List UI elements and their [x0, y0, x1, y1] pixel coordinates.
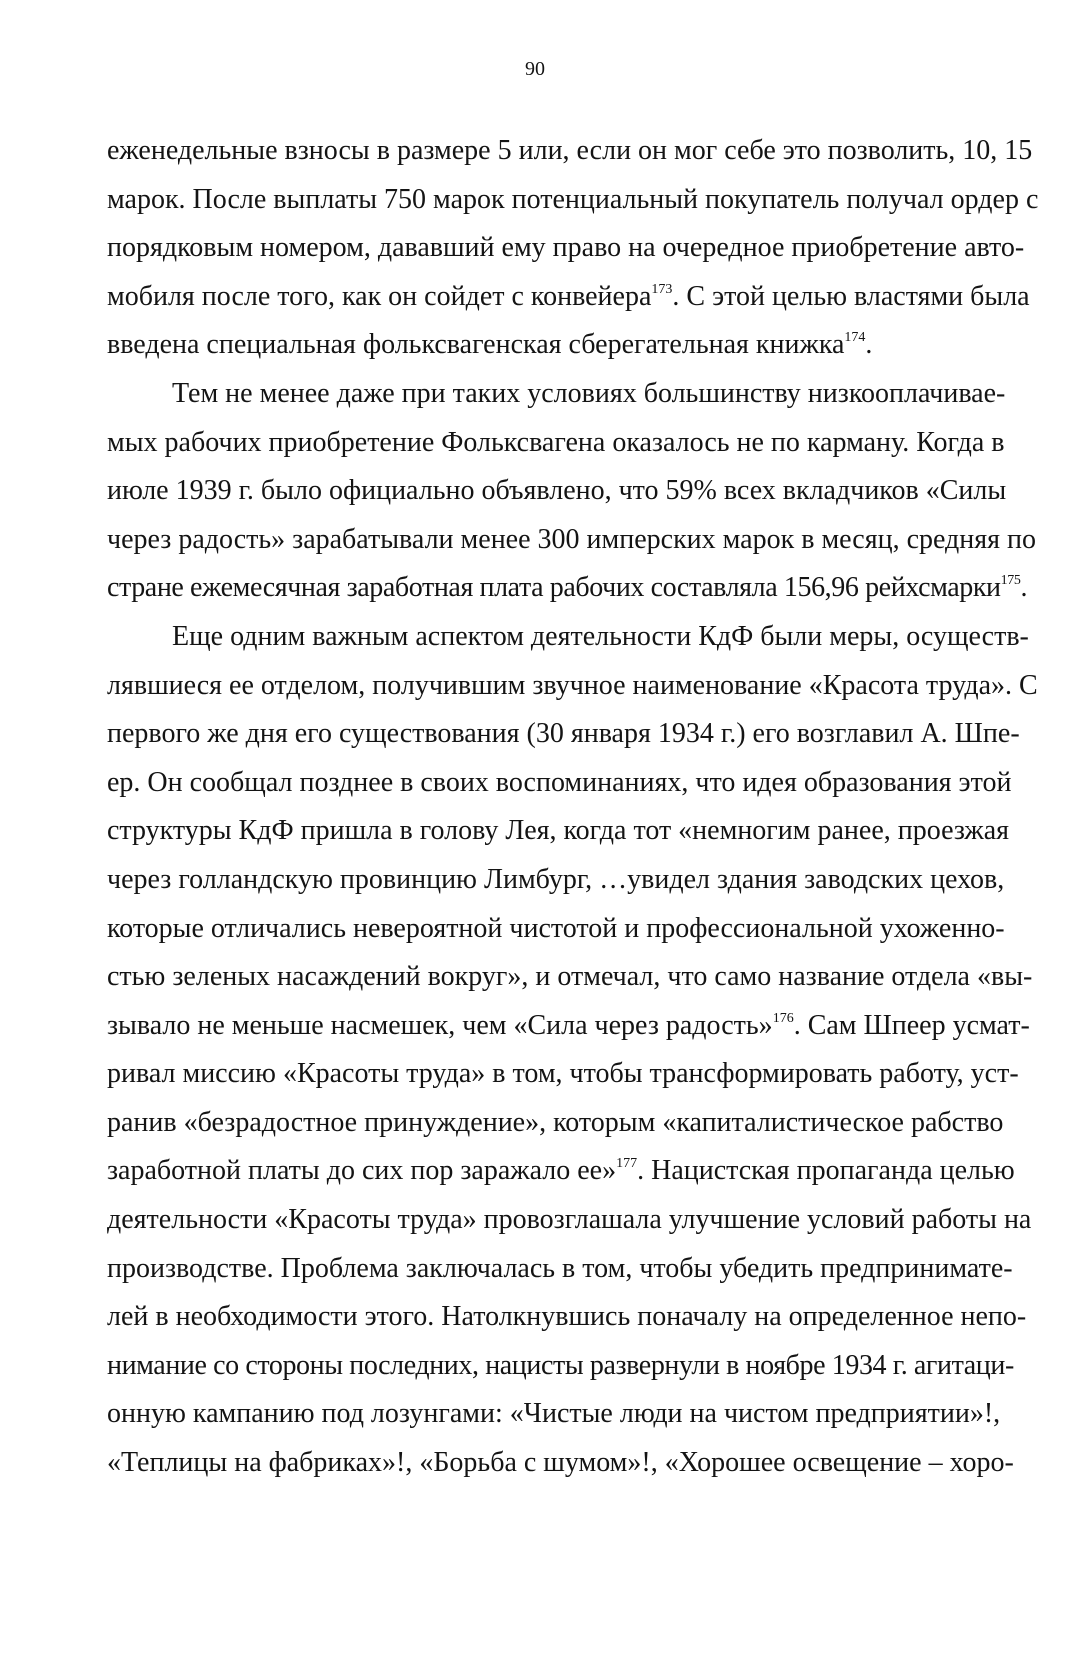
text-line: нимание со стороны последних, нацисты развернули в ноябре 1934 г. агитаци-: [107, 1349, 1014, 1381]
text-line: Тем не менее даже при таких условиях большинству низкооплачивае-: [172, 377, 1006, 409]
text-line: лявшиеся ее отделом, получившим звучное наименование «Красота труда». С: [107, 669, 1038, 701]
text-line: ранив «безрадостное принуждение», которым «капиталистическое рабство: [107, 1106, 1004, 1138]
text-line: через радость» зарабатывали менее 300 имперских марок в месяц, средняя по: [107, 523, 1037, 555]
text-line: зывало не меньше насмешек, чем «Сила через радость»$^{176}$. Сам Шпеер усмат-: [107, 1009, 1030, 1041]
footnote-ref-177: 177: [616, 1156, 638, 1172]
text-line: стране ежемесячная заработная плата рабочих составляла 156,96 рейхсмарки$^{175}$.: [107, 572, 1028, 604]
text-line: ривал миссию «Красоты труда» в том, чтобы трансформировать работу, уст-: [107, 1058, 1019, 1090]
text-line: первого же дня его существования (30 января 1934 г.) его возглавил А. Шпе-: [107, 718, 1020, 750]
text-line: еженедельные взносы в размере 5 или, если он мог себе это позволить, 10, 15: [107, 135, 1033, 166]
footnote-ref-176: 176: [772, 1010, 794, 1026]
text-line: июле 1939 г. было официально объявлено, что 59% всех вкладчиков «Силы: [107, 475, 1007, 507]
text-line: заработной платы до сих пор заражало ее»$^{177}$. Нацистская пропаганда целью: [107, 1155, 1015, 1187]
text-line: лей в необходимости этого. Натолкнувшись поначалу на определенное непо-: [107, 1301, 1027, 1333]
text-line: производстве. Проблема заключалась в том, чтобы убедить предпринимате-: [107, 1252, 1013, 1284]
text-line: которые отличались невероятной чистотой и профессиональной ухоженно-: [107, 912, 1005, 944]
text-line: стью зеленых насаждений вокруг», и отмечал, что само название отдела «вы-: [107, 961, 1033, 993]
footnote-ref-173: 173: [651, 281, 673, 297]
footnote-ref-175: 175: [1000, 573, 1021, 589]
text-line: онную кампанию под лозунгами: «Чистые люди на чистом предприятии»!,: [107, 1398, 1001, 1430]
text-line: ер. Он сообщал позднее в своих воспоминаниях, что идея образования этой: [107, 766, 1012, 798]
page-number: 90: [525, 58, 545, 80]
text-line: порядковым номером, дававший ему право на очередное приобретение авто-: [107, 232, 1025, 264]
text-line: введена специальная фольксвагенская сберегательная книжка$^{174}$.: [107, 329, 873, 361]
text-line: Еще одним важным аспектом деятельности КдФ были меры, осуществ-: [172, 620, 1029, 652]
text-line: мых рабочих приобретение Фольксвагена оказалось не по карману. Когда в: [107, 426, 1005, 458]
text-line: через голландскую провинцию Лимбург, …увидел здания заводских цехов,: [107, 863, 1005, 895]
text-line: деятельности «Красоты труда» провозглашала улучшение условий работы на: [107, 1204, 1032, 1236]
text-line: «Теплицы на фабриках»!, «Борьба с шумом»!, «Хорошее освещение – хоро-: [107, 1447, 1014, 1479]
text-line: структуры КдФ пришла в голову Лея, когда тот «немногим ранее, проезжая: [107, 815, 1010, 847]
text-line: мобиля после того, как он сойдет с конвейера$^{173}$. С этой целью властями была: [107, 280, 1030, 312]
text-line: марок. После выплаты 750 марок потенциальный покупатель получал ордер с: [107, 183, 1039, 215]
body-text: [107, 127, 1039, 1488]
footnote-ref-174: 174: [844, 330, 866, 346]
